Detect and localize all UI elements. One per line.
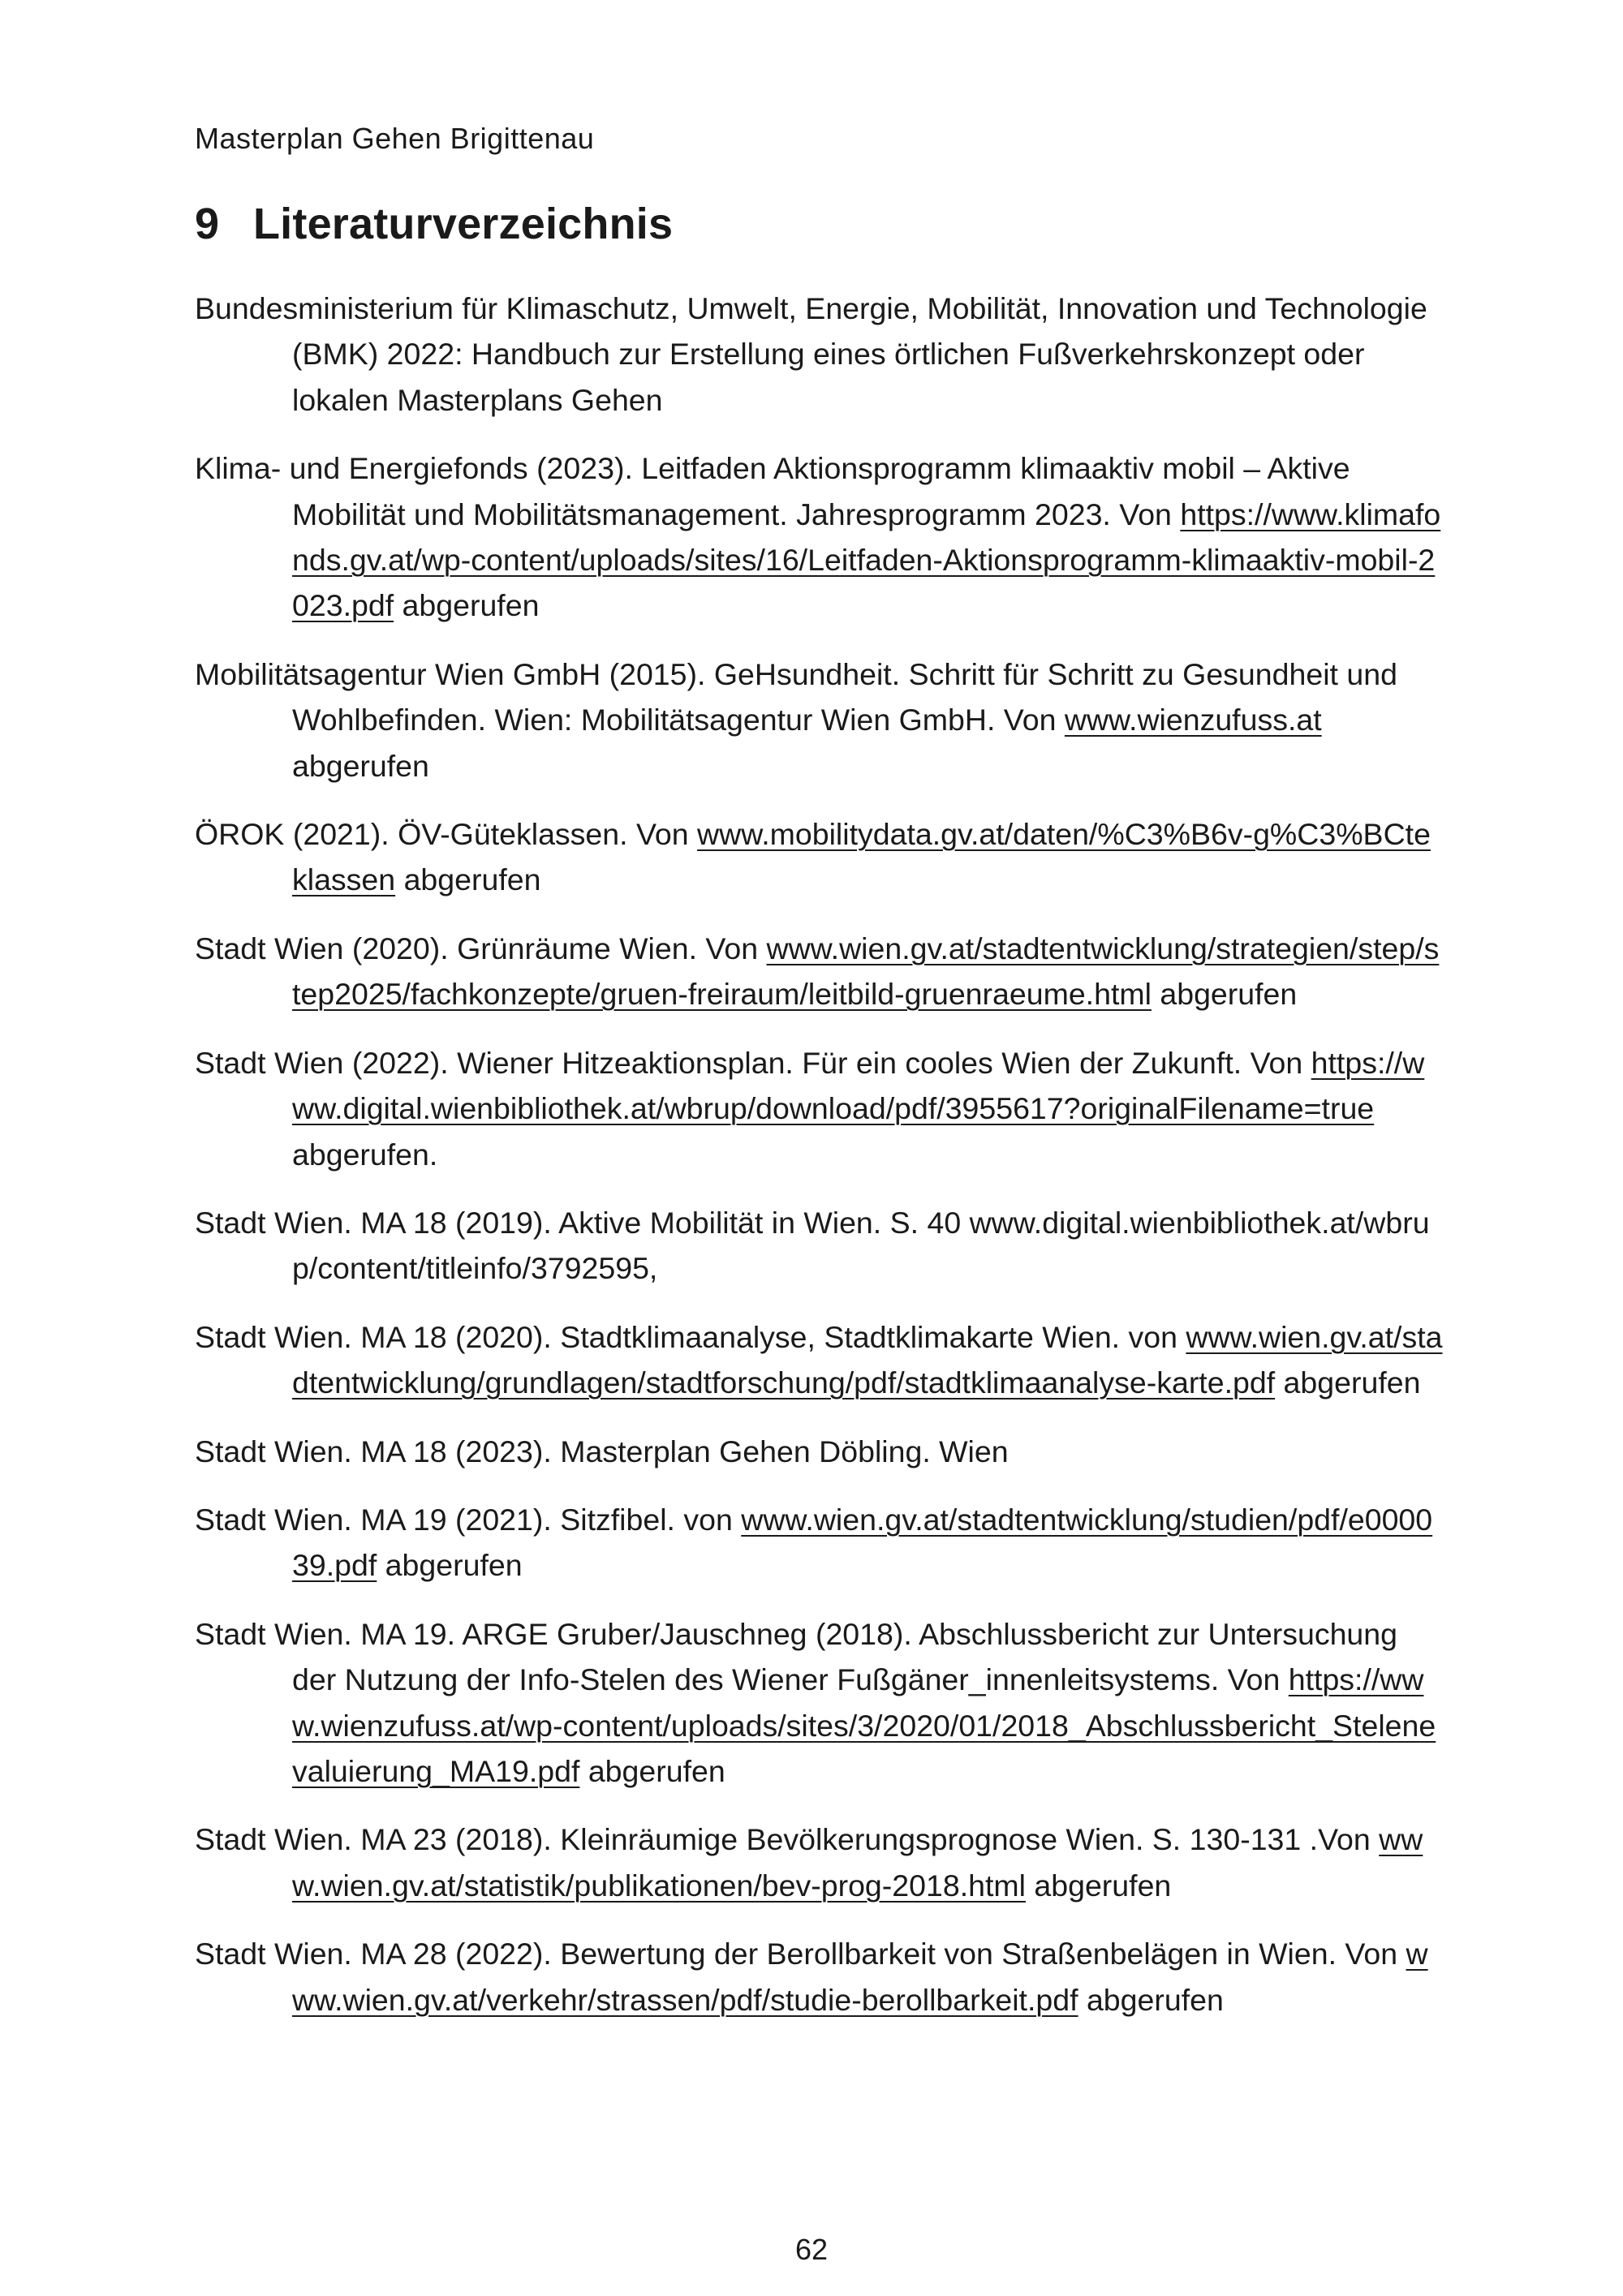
reference-entry-bmk bbox=[195, 286, 1444, 423]
reference-link[interactable]: www.wien.gv.at/stadtentwicklung/studien/pdf/e000039.pdf bbox=[292, 1502, 1433, 1583]
reference-text: Klima- und Energiefonds (2023). Leitfaden Aktionsprogramm klimaaktiv mobil – Aktive Mobilität und Mobilitätsmanagement. Jahresprogramm 2023. Von bbox=[195, 451, 1350, 531]
page-number: 62 bbox=[794, 2233, 829, 2266]
reference-text: Stadt Wien. MA 18 (2020). Stadtklimaanalyse, Stadtklimakarte Wien. von bbox=[195, 1319, 1186, 1354]
reference-text: Bundesministerium für Klimaschutz, Umwelt, Energie, Mobilität, Innovation und Technologie (BMK) 2022: Handbuch zur Erstellung eines örtlichen Fußverkehrskonzept oder lokalen Masterplans Gehen bbox=[195, 291, 1427, 417]
reference-entry-ma18-2019 bbox=[195, 1200, 1444, 1292]
reference-suffix: abgerufen bbox=[579, 1753, 725, 1788]
reference-suffix: abgerufen bbox=[1151, 977, 1298, 1012]
reference-entry-ma28-2022 bbox=[195, 1931, 1444, 2023]
reference-entry-ma18-2020 bbox=[195, 1314, 1444, 1406]
chapter-title: Literaturverzeichnis bbox=[253, 200, 674, 248]
chapter-heading bbox=[195, 199, 673, 249]
reference-text: Mobilitätsagentur Wien GmbH (2015). GeHsundheit. Schritt für Schritt zu Gesundheit und Wohlbefinden. Wien: Mobilitätsagentur Wien GmbH. Von bbox=[195, 656, 1397, 737]
reference-suffix: abgerufen bbox=[1275, 1365, 1421, 1400]
reference-link[interactable]: https://www.wienzufuss.at/wp-content/uploads/sites/3/2020/01/2018_Abschlussbericht_Stelenevaluierung_MA19.pdf bbox=[292, 1662, 1436, 1788]
reference-entry-ma23-2018 bbox=[195, 1817, 1444, 1908]
reference-suffix: abgerufen bbox=[1078, 1982, 1224, 2017]
reference-text: Stadt Wien (2022). Wiener Hitzeaktionsplan. Für ein cooles Wien der Zukunft. Von bbox=[195, 1045, 1311, 1080]
reference-link[interactable]: www.wien.gv.at/stadtentwicklung/strategien/step/step2025/fachkonzepte/gruen-freiraum/leitbild-gruenraeume.html bbox=[292, 931, 1440, 1012]
reference-entry-oerok bbox=[195, 811, 1444, 903]
reference-list bbox=[195, 286, 1444, 2045]
reference-suffix: abgerufen bbox=[377, 1548, 523, 1583]
reference-suffix: abgerufen bbox=[394, 588, 540, 623]
reference-text: Stadt Wien. MA 28 (2022). Bewertung der Berollbarkeit von Straßenbelägen in Wien. Von bbox=[195, 1937, 1406, 1971]
reference-link[interactable]: www.wien.gv.at/stadtentwicklung/grundlagen/stadtforschung/pdf/stadtklimaanalyse-karte.pdf bbox=[292, 1319, 1443, 1400]
reference-text: Stadt Wien. MA 19 (2021). Sitzfibel. von bbox=[195, 1502, 742, 1537]
reference-link[interactable]: www.wienzufuss.at bbox=[1064, 703, 1322, 737]
reference-entry-klimafonds bbox=[195, 445, 1444, 629]
reference-link[interactable]: www.wien.gv.at/statistik/publikationen/bev-prog-2018.html bbox=[292, 1822, 1423, 1903]
reference-link[interactable]: www.mobilitydata.gv.at/daten/%C3%B6v-g%C3%BCteklassen bbox=[292, 817, 1431, 897]
reference-text: Stadt Wien. MA 18 (2023). Masterplan Gehen Döbling. Wien bbox=[195, 1434, 1009, 1468]
reference-text: Stadt Wien. MA 23 (2018). Kleinräumige Bevölkerungsprognose Wien. S. 130-131 .Von bbox=[195, 1822, 1380, 1857]
reference-entry-hitzeaktionsplan bbox=[195, 1040, 1444, 1177]
reference-suffix: abgerufen bbox=[395, 862, 541, 897]
reference-entry-ma19-2018 bbox=[195, 1611, 1444, 1795]
running-header: Masterplan Gehen Brigittenau bbox=[195, 122, 595, 155]
reference-suffix: abgerufen bbox=[1025, 1868, 1172, 1903]
reference-entry-gruenraeume bbox=[195, 926, 1444, 1017]
reference-link[interactable]: https://www.klimafonds.gv.at/wp-content/uploads/sites/16/Leitfaden-Aktionsprogramm-klimaaktiv-mobil-2023.pdf bbox=[292, 497, 1441, 623]
reference-text: Stadt Wien (2020). Grünräume Wien. Von bbox=[195, 931, 767, 965]
reference-entry-ma19-2021 bbox=[195, 1497, 1444, 1589]
reference-text: ÖROK (2021). ÖV-Güteklassen. Von bbox=[195, 817, 698, 852]
reference-suffix: abgerufen bbox=[292, 748, 429, 783]
reference-entry-ma18-2023 bbox=[195, 1429, 1444, 1474]
reference-text: Stadt Wien. MA 19. ARGE Gruber/Jauschneg (2018). Abschlussbericht zur Untersuchung der Nutzung der Info-Stelen des Wiener Fußgäner_innenleitsystems. Von bbox=[195, 1616, 1398, 1697]
reference-entry-mobilitaetsagentur bbox=[195, 651, 1444, 789]
reference-link[interactable]: https://www.digital.wienbibliothek.at/wbrup/download/pdf/3955617?originalFilename=true bbox=[292, 1045, 1425, 1126]
chapter-number: 9 bbox=[195, 200, 220, 248]
reference-link[interactable]: www.wien.gv.at/verkehr/strassen/pdf/studie-berollbarkeit.pdf bbox=[292, 1937, 1428, 2017]
reference-text: Stadt Wien. MA 18 (2019). Aktive Mobilität in Wien. S. 40 www.digital.wienbibliothek.at/wbrup/content/titleinfo/3792595, bbox=[195, 1205, 1430, 1286]
reference-suffix: abgerufen. bbox=[292, 1137, 438, 1172]
